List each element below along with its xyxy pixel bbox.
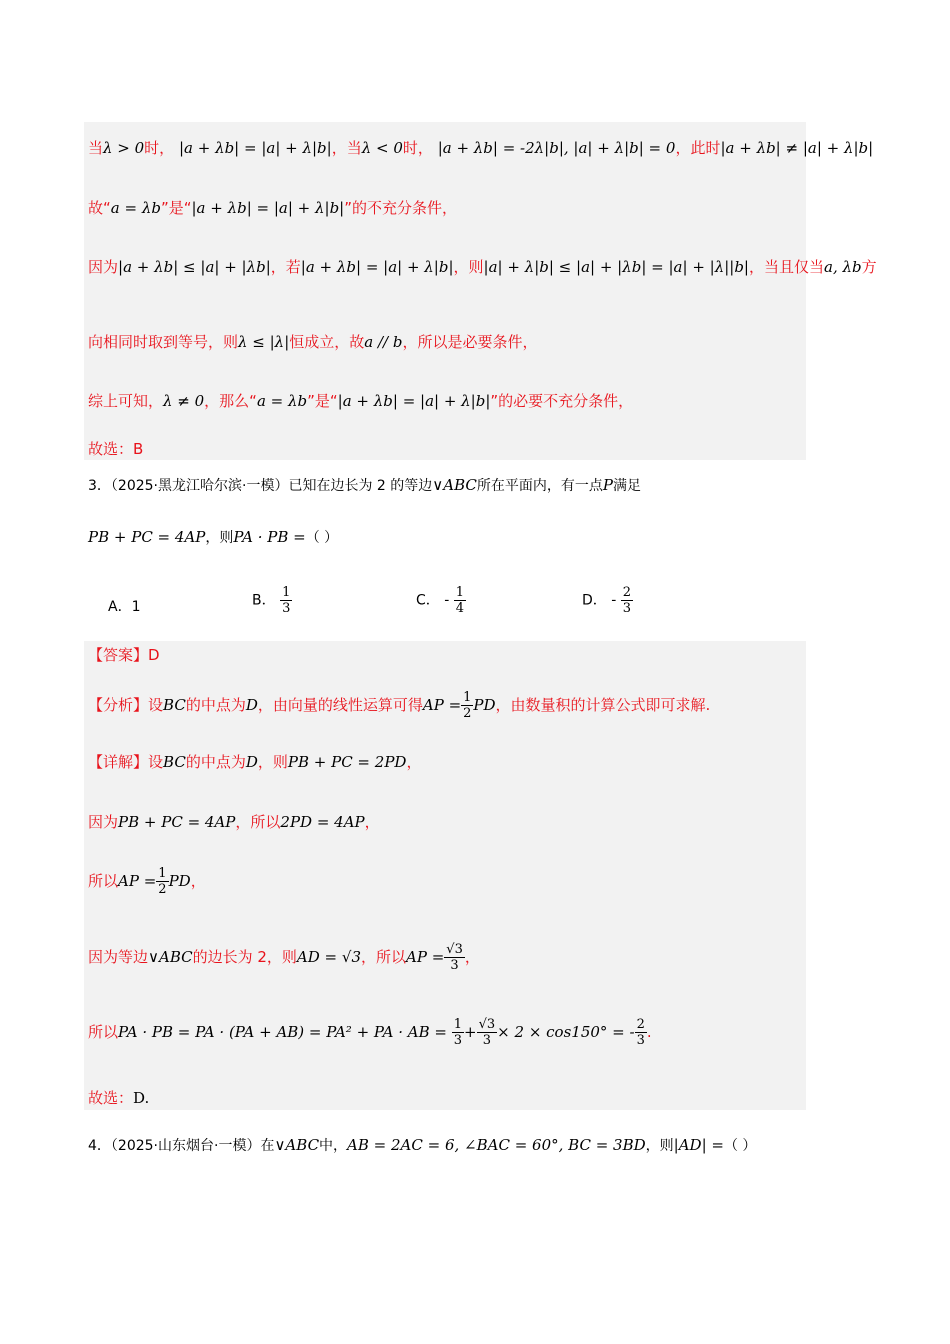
analysis-tag: 【分析】 — [88, 696, 149, 714]
numerator: 2 — [622, 585, 632, 600]
text: 方 — [861, 258, 877, 276]
text: 所以 — [88, 872, 119, 890]
math: 2PD = 4AP — [280, 813, 365, 831]
option-label: B． — [252, 592, 276, 609]
math: ∨ABC — [432, 476, 477, 494]
numerator: 1 — [463, 690, 472, 705]
text: 因为等边 — [88, 948, 149, 966]
numerator: 1 — [282, 585, 291, 600]
text: 设 — [148, 753, 164, 771]
numerator: 1 — [453, 1017, 463, 1032]
detail-line-2 — [88, 812, 380, 832]
detail-tag: 【详解】 — [88, 753, 149, 771]
option-d[interactable] — [582, 585, 633, 616]
text: ，则 — [257, 753, 288, 771]
text: 满足 — [612, 478, 641, 494]
math: |a + λb| = |a| + λ|b| — [337, 392, 491, 410]
question-3-stem — [88, 475, 641, 496]
solution3-choice — [88, 1088, 149, 1108]
numerator: 1 — [455, 585, 465, 600]
numerator: 1 — [158, 866, 167, 881]
text: 已知在边长为 2 的等边 — [288, 478, 433, 494]
text: ”是“ — [307, 392, 338, 410]
denominator: 3 — [482, 1033, 492, 1048]
math: D — [245, 753, 258, 771]
text: 故“ — [88, 199, 111, 217]
math: PA · PB = — [233, 528, 306, 546]
option-b[interactable] — [252, 585, 292, 616]
math: PD — [168, 872, 191, 890]
text: ，此时 — [675, 139, 721, 157]
question-4-stem — [88, 1135, 756, 1156]
text: 因为 — [88, 813, 119, 831]
option-value: 1 — [131, 599, 141, 615]
math: |a + λb| ≠ |a| + λ|b| — [720, 139, 874, 157]
text: ， — [406, 753, 422, 771]
denominator: 2 — [463, 706, 472, 721]
math: PA · PB = PA · (PA + AB) = PA² + PA · AB = — [118, 1023, 447, 1041]
math: BC — [163, 696, 186, 714]
text: ， — [364, 813, 380, 831]
solution-line-2 — [88, 198, 457, 218]
question-3-condition — [88, 527, 338, 548]
text: 当 — [88, 139, 104, 157]
math: × 2 × cos150° = - — [497, 1023, 635, 1041]
text: ， — [464, 948, 480, 966]
math: |AD| = — [673, 1136, 724, 1154]
option-label: A． — [108, 599, 132, 615]
text: 的边长为 2，则 — [192, 948, 297, 966]
question-source: （2025·黑龙江哈尔滨·一模） — [110, 478, 289, 494]
math: + — [464, 1023, 477, 1041]
fraction — [156, 866, 168, 897]
solution-line-5 — [88, 391, 633, 411]
fraction — [477, 1017, 498, 1048]
math: D — [245, 696, 258, 714]
solution-choice: 故选：B — [88, 440, 144, 458]
question-number: 3． — [88, 478, 111, 494]
text: 综上可知， — [88, 392, 164, 410]
math: D. — [133, 1089, 150, 1107]
question-number: 4． — [88, 1138, 111, 1154]
text: ，那么“ — [204, 392, 257, 410]
text: ，当且仅当 — [748, 258, 824, 276]
math: |a + λb| = |a| + λ|b| — [178, 139, 332, 157]
sign: - — [611, 592, 617, 609]
detail-line-3 — [88, 866, 206, 897]
text: ，则 — [645, 1138, 674, 1154]
math: λ > 0 — [103, 139, 145, 157]
text: 中， — [319, 1138, 348, 1154]
fraction — [454, 585, 466, 616]
text: ，当 — [331, 139, 362, 157]
denominator: 3 — [636, 1033, 645, 1048]
math: P — [602, 476, 613, 494]
text: （ ） — [723, 1138, 757, 1154]
math: AD = √3 — [296, 948, 361, 966]
math: |a + λb| = |a| + λ|b| — [300, 258, 454, 276]
numerator: √3 — [446, 942, 463, 957]
denominator: 3 — [622, 601, 632, 616]
math: ∨ABC — [148, 948, 193, 966]
math: PD — [473, 696, 496, 714]
solution-line-1 — [88, 138, 873, 158]
math: |a| + λ|b| ≤ |a| + |λb| = |a| + |λ||b| — [483, 258, 749, 276]
math: ∨ABC — [274, 1136, 320, 1154]
text: 的中点为 — [185, 753, 246, 771]
text: ”的必要不充分条件， — [490, 392, 634, 410]
text: ，所以 — [235, 813, 281, 831]
text: 时， — [144, 139, 175, 157]
detail-line-4 — [88, 942, 480, 973]
text: ，若 — [270, 258, 301, 276]
sign: - — [444, 592, 450, 609]
option-label: C． — [416, 592, 440, 609]
math: a // b — [364, 333, 403, 351]
text: （ ） — [305, 530, 339, 546]
denominator: 3 — [282, 601, 291, 616]
solution-line-3 — [88, 257, 877, 277]
text: 故选： — [88, 1089, 134, 1107]
denominator: 3 — [453, 1033, 463, 1048]
math: PB + PC = 2PD — [287, 753, 407, 771]
text: ，由向量的线性运算可得 — [257, 696, 423, 714]
text: 的中点为 — [185, 696, 246, 714]
fraction — [444, 942, 465, 973]
text: ”是“ — [160, 199, 192, 217]
text: 向相同时取到等号，则 — [88, 333, 239, 351]
text: 因为 — [88, 258, 119, 276]
text: 设 — [148, 696, 164, 714]
numerator: 2 — [636, 1017, 645, 1032]
math: |a + λb| = -2λ|b|, |a| + λ|b| = 0 — [437, 139, 676, 157]
fraction — [461, 690, 473, 721]
math: |a + λb| = |a| + λ|b| — [191, 199, 345, 217]
question-source: （2025·山东烟台·一模） — [110, 1138, 261, 1154]
text: 在 — [260, 1138, 275, 1154]
math: λ ≤ |λ| — [238, 333, 290, 351]
math: PB + PC = 4AP — [118, 813, 236, 831]
text: 恒成立，故 — [289, 333, 365, 351]
math: AP = — [406, 948, 445, 966]
math: a, λb — [824, 258, 862, 276]
denominator: 3 — [450, 958, 459, 973]
text: ，则 — [453, 258, 484, 276]
math: AP = — [118, 872, 157, 890]
analysis-line — [88, 690, 710, 721]
math: |a + λb| ≤ |a| + |λb| — [118, 258, 271, 276]
text: ”的不充分条件， — [344, 199, 458, 217]
math: BC — [163, 753, 186, 771]
option-label: D． — [582, 592, 607, 609]
text: ，由数量积的计算公式即可求解. — [495, 696, 711, 714]
solution-line-4 — [88, 332, 537, 352]
text: ，则 — [205, 530, 234, 546]
numerator: √3 — [478, 1017, 496, 1032]
text: ，所以 — [361, 948, 407, 966]
text: 所在平面内，有一点 — [476, 478, 603, 494]
text: 所以 — [88, 1023, 119, 1041]
text: ， — [190, 872, 206, 890]
fraction — [280, 585, 292, 616]
math: a = λb — [110, 199, 161, 217]
detail-line-5 — [88, 1017, 652, 1048]
fraction — [621, 585, 633, 616]
math: PB + PC = 4AP — [88, 528, 206, 546]
math: λ < 0 — [361, 139, 403, 157]
option-a[interactable] — [108, 596, 141, 616]
text: 时， — [402, 139, 433, 157]
math: AB = 2AC = 6, ∠BAC = 60°, BC = 3BD — [347, 1136, 646, 1154]
denominator: 2 — [158, 882, 167, 897]
option-c[interactable] — [416, 585, 466, 616]
fraction — [452, 1017, 464, 1048]
text: ，所以是必要条件， — [402, 333, 538, 351]
answer-line: 【答案】D — [88, 646, 160, 664]
denominator: 4 — [455, 601, 465, 616]
fraction — [635, 1017, 647, 1048]
math: a = λb — [256, 392, 308, 410]
detail-line-1 — [88, 752, 421, 772]
math: λ ≠ 0 — [163, 392, 205, 410]
text: . — [646, 1023, 652, 1041]
math: AP = — [422, 696, 462, 714]
